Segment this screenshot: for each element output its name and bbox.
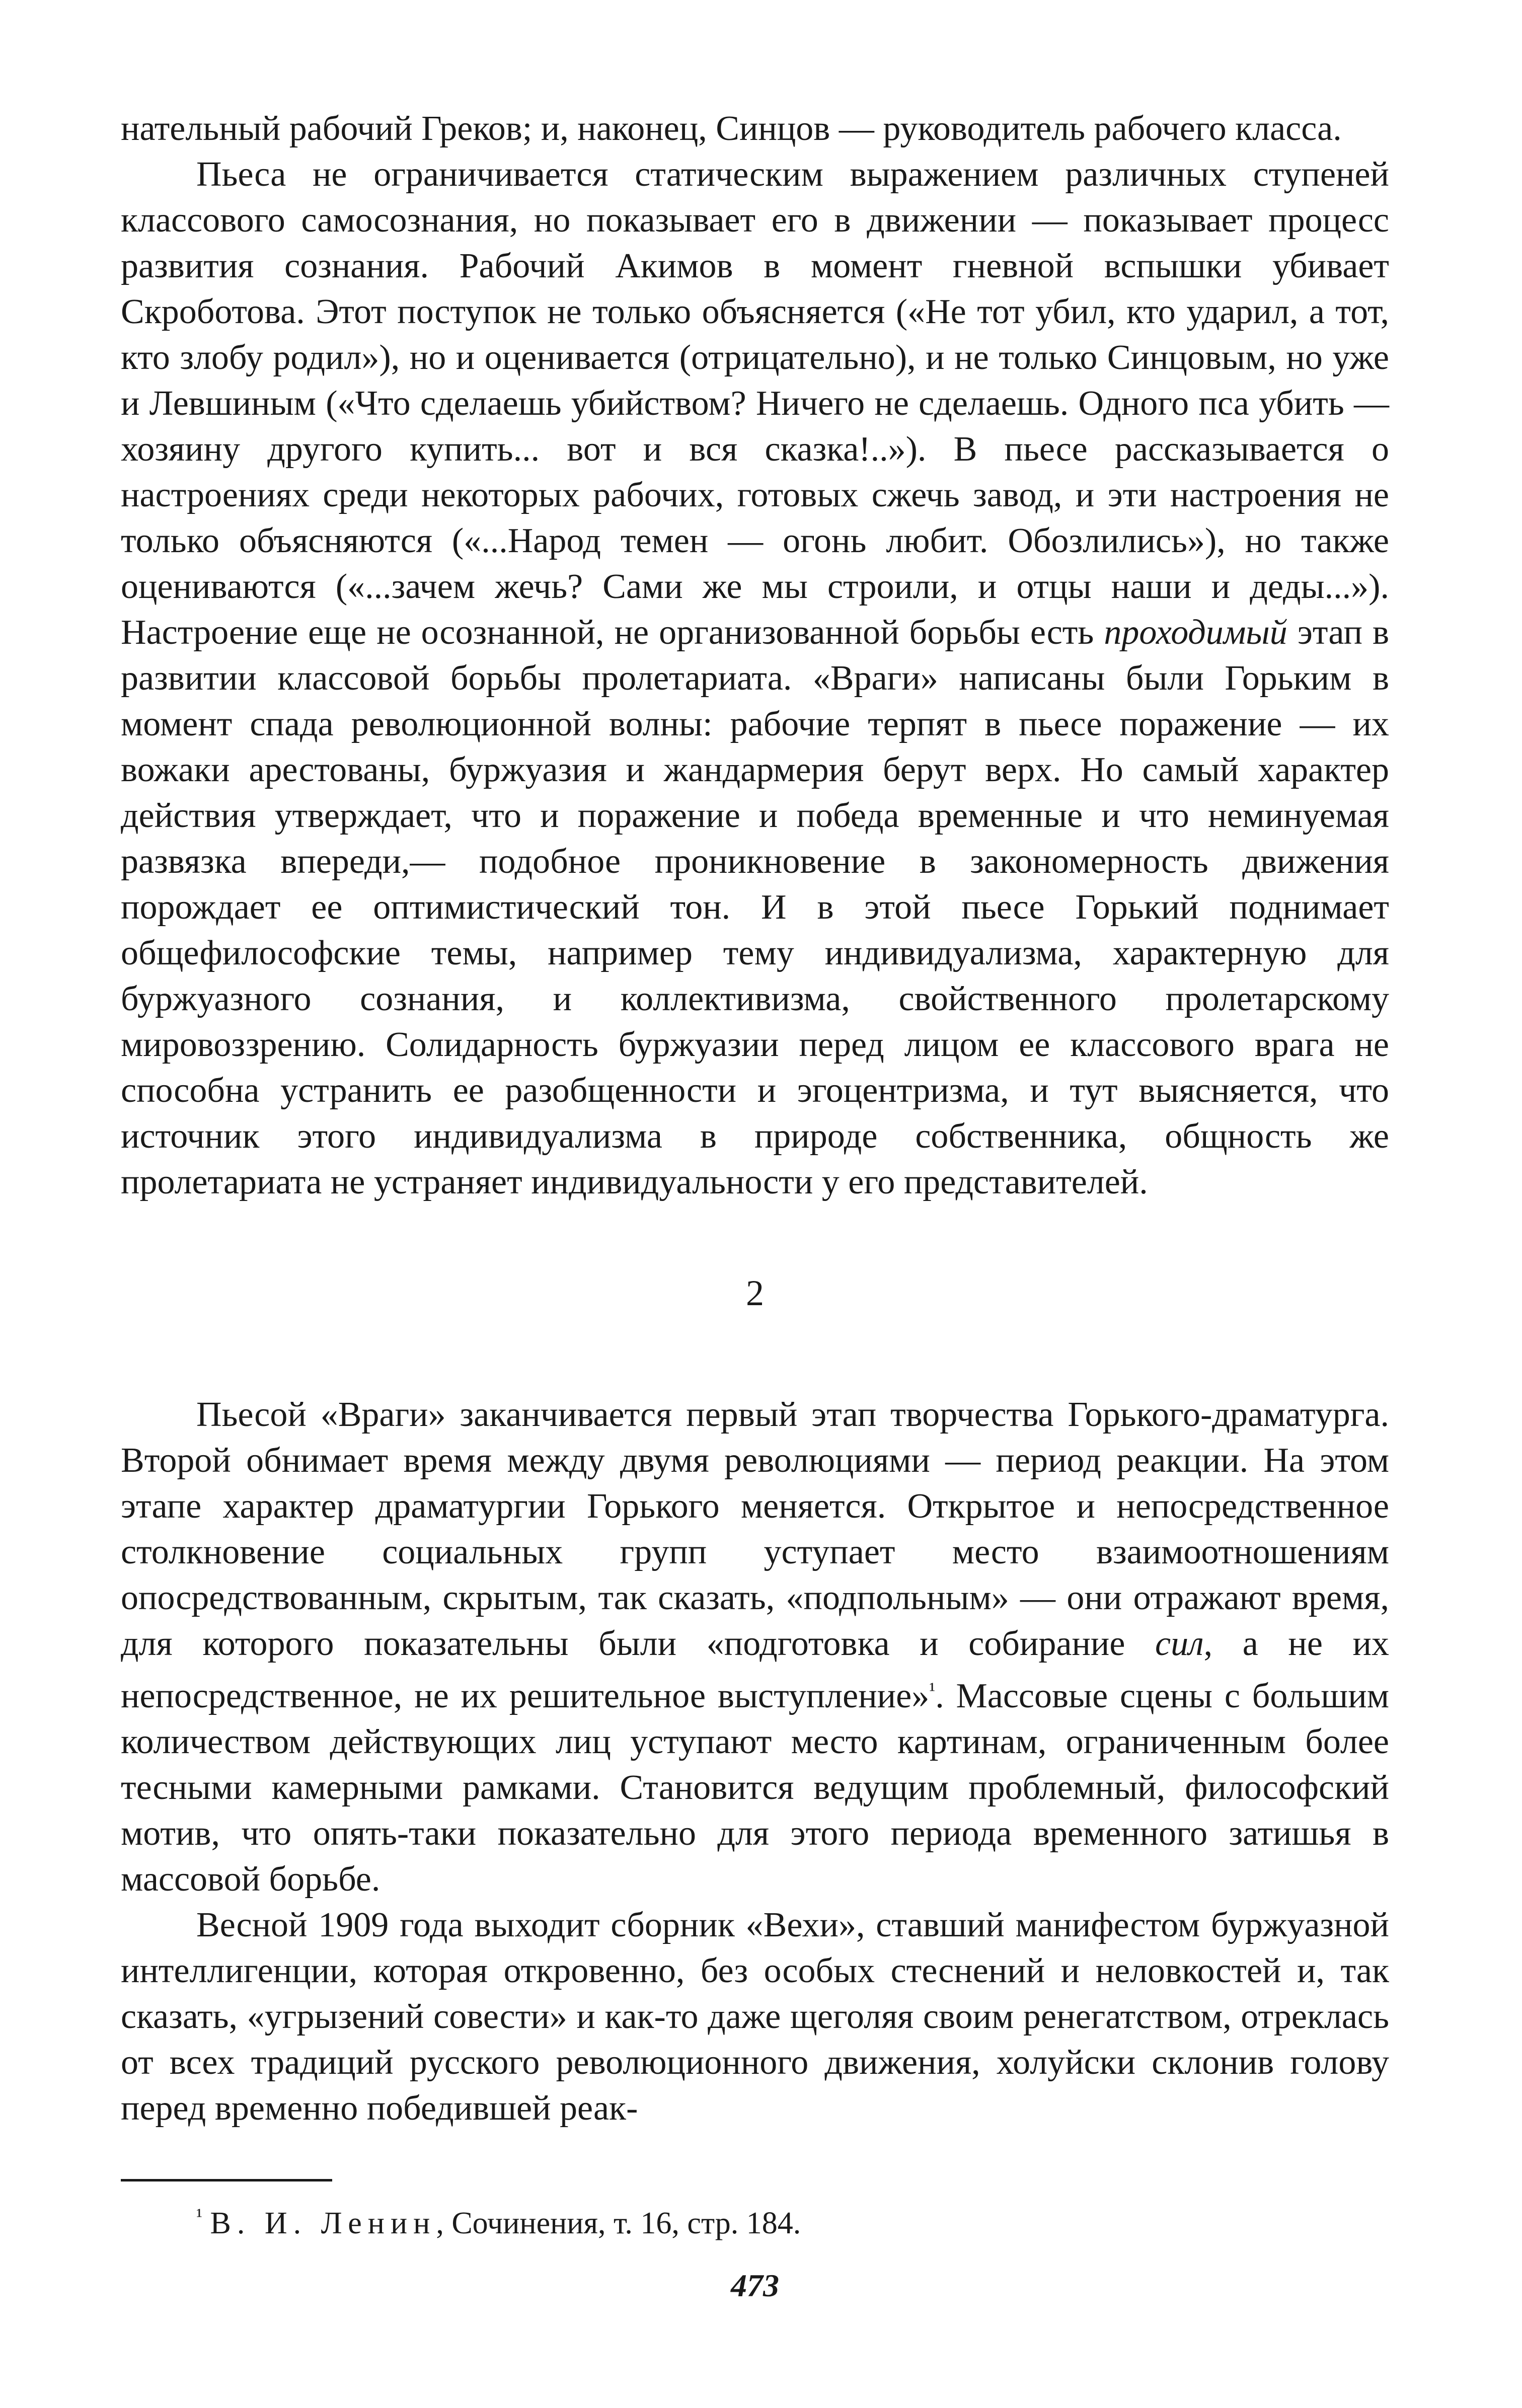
page [121, 106, 1389, 2307]
paragraph-intro-text: нательный рабочий Греков; и, наконец, Синцов — руководитель рабочего класса. [121, 109, 1342, 148]
footnote [121, 2195, 1389, 2244]
paragraph-second-stage-part-1: Пьесой «Враги» заканчивается первый этап творчества Горького-драматурга. Второй обнимает время между двумя революциями — период реакции. На этом этапе характер драматургии Горького меняется. Открытое и непосредственное столкновение социальных групп уступает место взаимоотношениям опосредствованным, скрытым, так сказать, «подпольным» — они отражают время, для которого показательны были «подготовка и собирание [121, 1395, 1389, 1663]
paragraph-enemies-part-2: этап в развитии классовой борьбы пролетариата. «Враги» написаны были Горьким в момент спада революционной волны: рабочие терпят в пьесе поражение — их вожаки арестованы, буржуазия и жандармерия берут верх. Но самый характер действия утверждает, что и поражение и победа временные и что неминуемая развязка впереди,— подобное проникновение в закономерность движения порождает ее оптимистический тон. И в этой пьесе Горький поднимает общефилософские темы, например тему индивидуализма, характерную для буржуазного сознания, и коллективизма, свойственного пролетарскому мировоззрению. Солидарность буржуазии перед лицом ее классового врага не способна устранить ее разобщенности и эгоцентризма, и тут выясняется, что источник этого индивидуализма в природе собственника, общность же пролетариата не устраняет индивидуальности у его представителей. [121, 613, 1390, 1201]
footnote-mark: ¹ [196, 2204, 202, 2227]
italic-word-prokhodimy: проходимый [1104, 613, 1287, 652]
paragraph-second-stage [121, 1392, 1389, 1902]
footnote-divider [121, 2179, 332, 2181]
section-number: 2 [746, 1273, 764, 1313]
footnote-reference: ¹ [929, 1678, 936, 1701]
paragraph-vekhi [121, 1902, 1389, 2131]
paragraph-second-stage-part-2: , а не их непосредственное, не их решительное выступление» [121, 1624, 1389, 1715]
footnote-author: В. И. Ленин [210, 2206, 436, 2240]
paragraph-second-stage-part-3: . Массовые сцены с большим количеством действующих лиц уступают место картинам, ограниченным более тесными камерными рамками. Становится ведущим проблемный, философский мотив, что опять-таки показательно для этого периода временного затишья в массовой борьбе. [121, 1677, 1389, 1899]
paragraph-vekhi-text: Весной 1909 года выходит сборник «Вехи», ставший манифестом буржуазной интеллигенции, которая откровенно, без особых стеснений и неловкостей и, так сказать, «угрызений совести» и как-то даже щеголяя своим ренегатством, отреклась от всех традиций русского революционного движения, холуйски склонив голову перед временно победившей реак- [121, 1906, 1389, 2128]
footnote-source: , Сочинения, т. 16, стр. 184. [436, 2206, 801, 2240]
paragraph-enemies-part-1: Пьеса не ограничивается статическим выражением различных ступеней классового самосознания, но показывает его в движении — показывает процесс развития сознания. Рабочий Акимов в момент гневной вспышки убивает Скроботова. Этот поступок не только объясняется («Не тот убил, кто ударил, а тот, кто злобу родил»), но и оценивается (отрицательно), и не только Синцовым, но уже и Левшиным («Что сделаешь убийством? Ничего не сделаешь. Одного пса убить — хозяину другого купить... вот и вся сказка!..»). В пьесе рассказывается о настроениях среди некоторых рабочих, готовых сжечь завод, и эти настроения не только объясняются («...Народ темен — огонь любит. Обозлились»), но также оцениваются («...зачем жечь? Сами же мы строили, и отцы наши и деды...»). Настроение еще не осознанной, не организованной борьбы есть [121, 155, 1389, 652]
italic-word-sil: сил [1155, 1624, 1204, 1663]
paragraph-intro [121, 106, 1389, 152]
page-number: 473 [731, 2268, 779, 2303]
paragraph-enemies [121, 152, 1389, 1205]
